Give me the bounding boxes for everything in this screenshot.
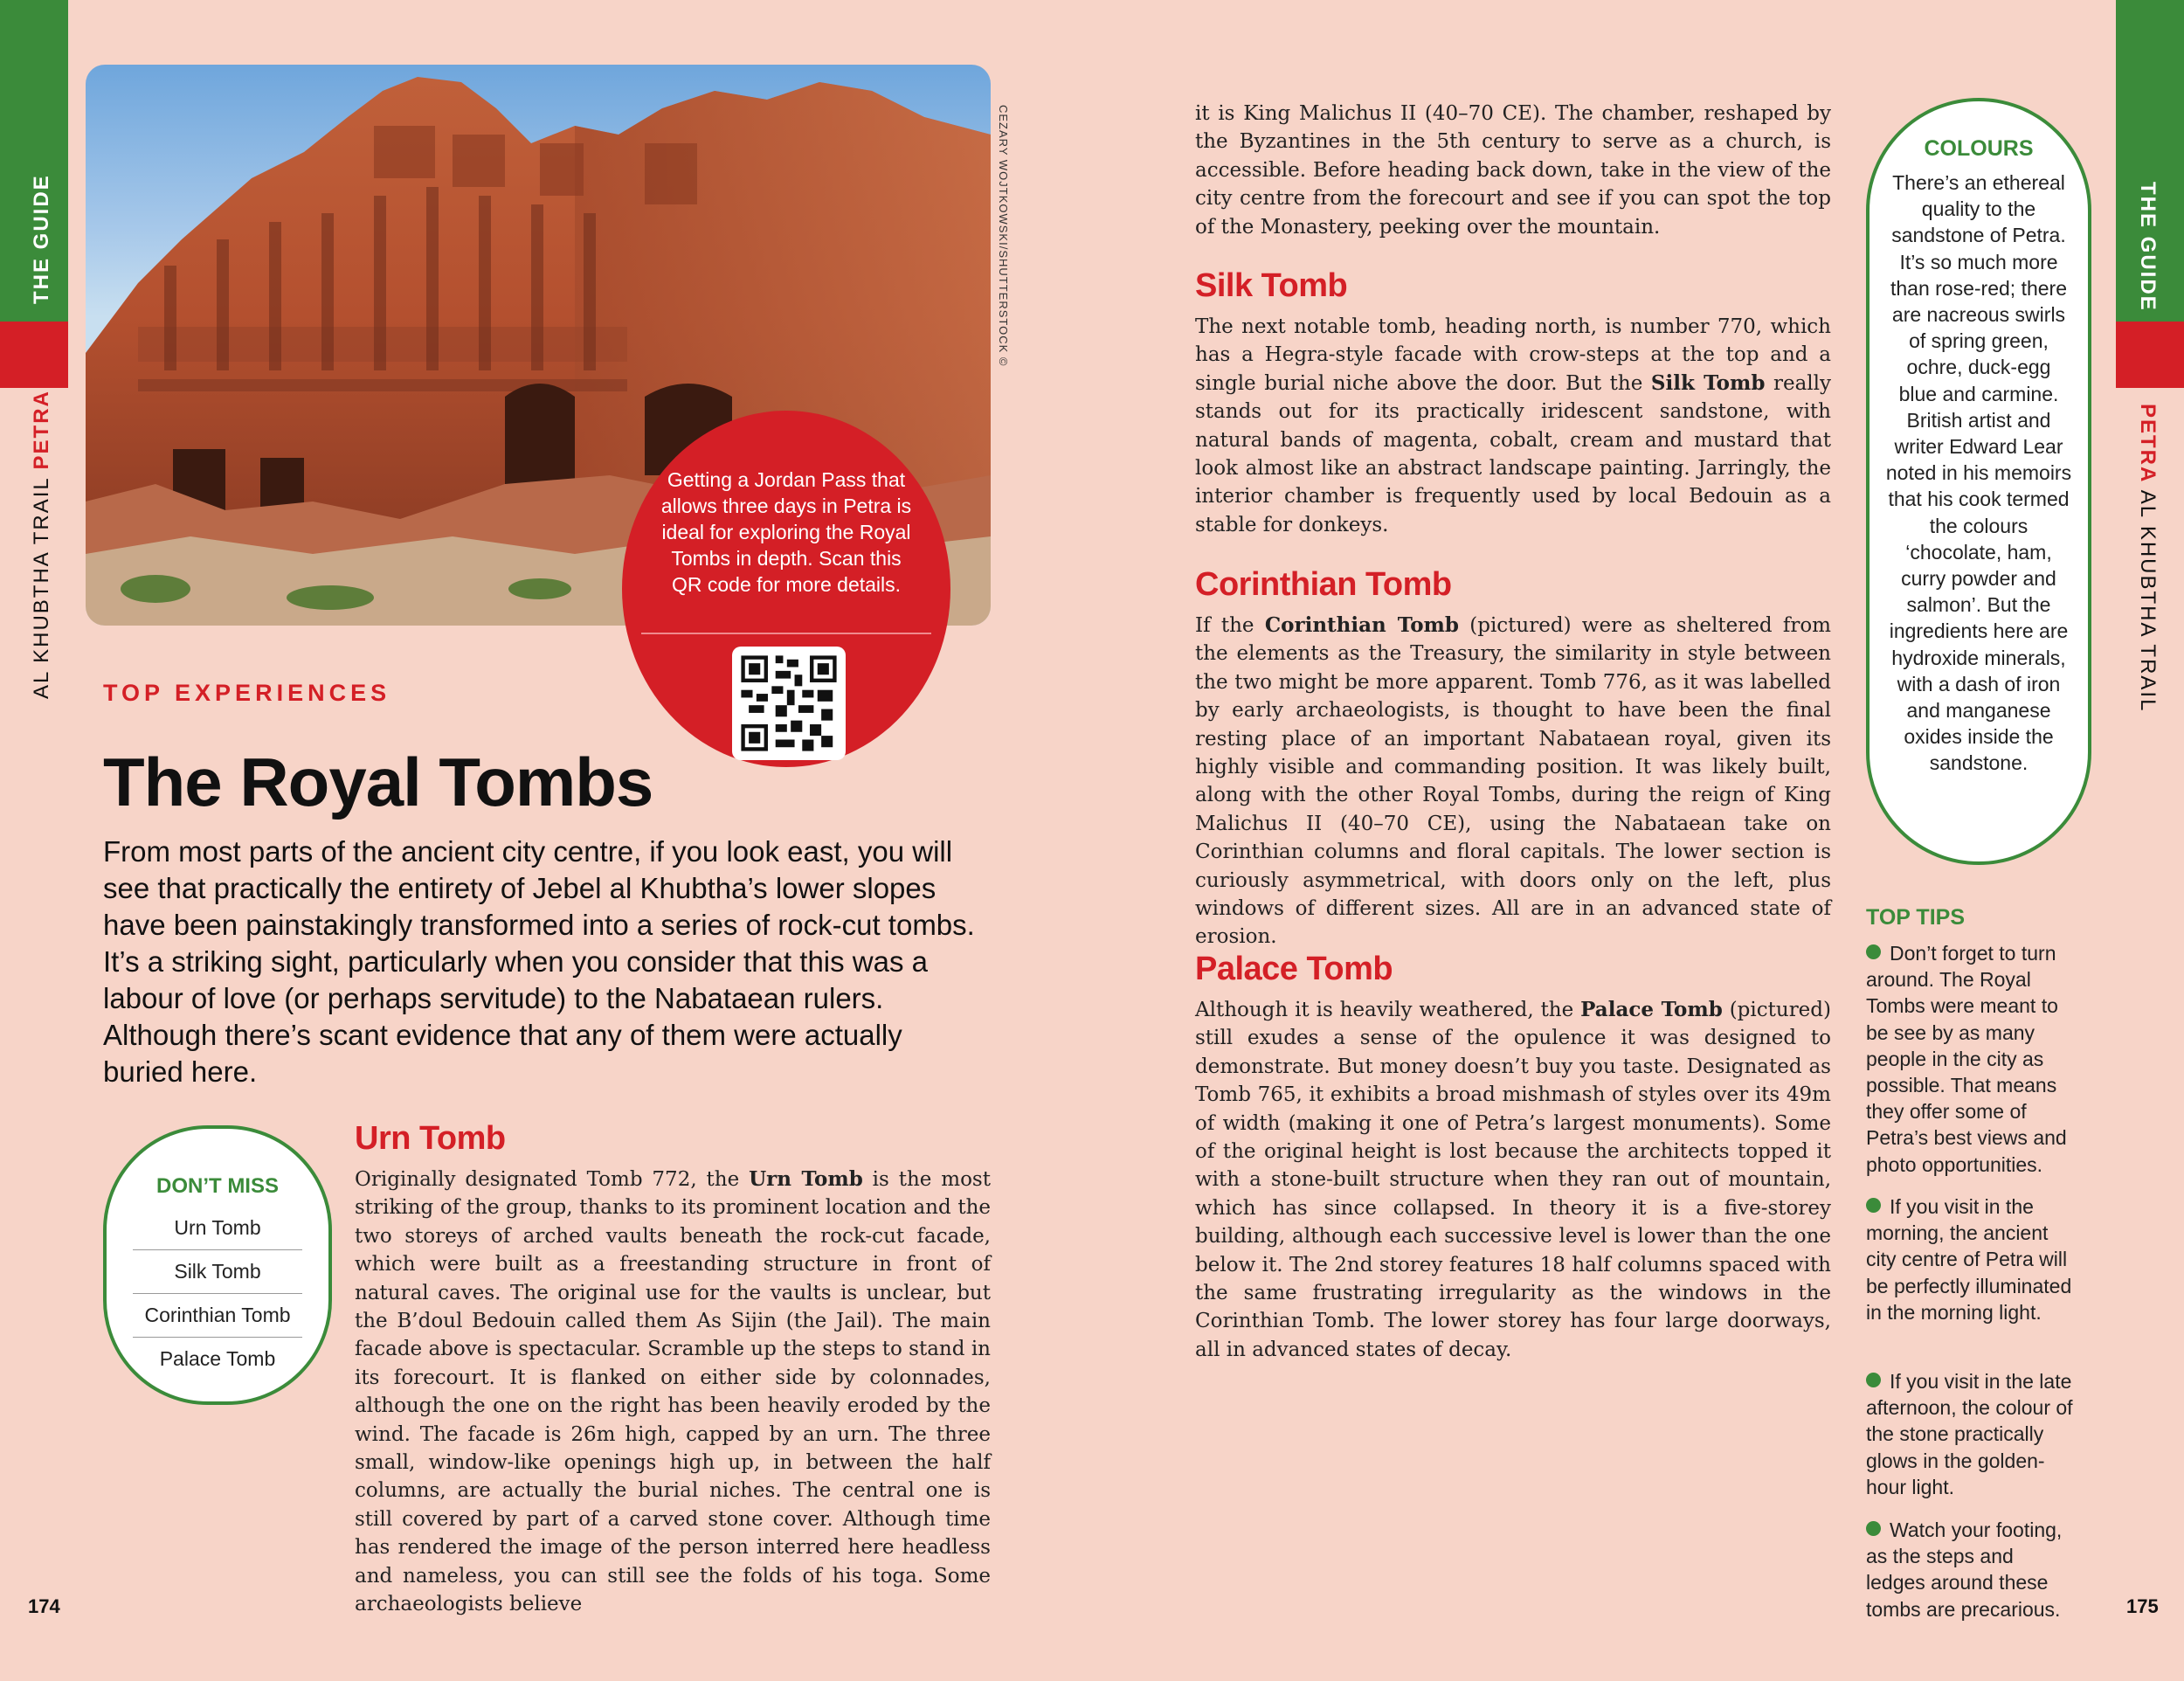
right-red-tab [2116, 322, 2184, 388]
tip-text: Don’t forget to turn around. The Royal Tombs were meant to be see by as many people in the city as possible. That means they offer some of Petra’s best views and photo opportunities. [1866, 942, 2067, 1176]
dont-miss-item: Palace Tomb [159, 1347, 276, 1370]
page-number-right: 175 [2126, 1595, 2159, 1617]
dont-miss-item: Silk Tomb [174, 1260, 261, 1283]
colours-text: There’s an ethereal quality to the sandstone of Petra. It’s so much more than rose-red; there are nacreous swirls of spring green, ochre, duck-egg blue and carmine. British artist and writer Edward Lear noted in his memoirs that his cook termed the colours ‘chocolate, ham, curry powder and salmon’. But the ingredients here are hydroxide minerals, with a dash of iron and manganese oxides inside the sandstone. [1885, 171, 2072, 775]
corinthian-text-rest: (pictured) were as sheltered from the elements as the Treasury, the similarity in style between the two might be more apparent. Tomb 776, as it was labelled by early archaeologists, is thought to have been the final resting place of an important Nabataean royal, given its highly visible and commanding position. It was likely built, along with the other Royal Tombs, during the reign of King Malichus II (40–70 CE), using the Nabataean take on Corinthian columns and floral capitals. The lower section is curiously asymmetrical, with doors only on the left, plus windows of different sizes. All are in an advanced state of erosion. [1195, 614, 1831, 949]
bullet-icon [1866, 1373, 1881, 1387]
divider [133, 1337, 302, 1338]
silk-tomb-heading: Silk Tomb [1195, 267, 1348, 304]
palace-text-start: Although it is heavily weathered, the [1195, 999, 1581, 1021]
silk-tomb-name: Silk Tomb [1650, 370, 1766, 395]
tip-item [1866, 1368, 2074, 1500]
left-trail-place: PETRA [30, 390, 53, 470]
tip-text: Watch your footing, as the steps and ledges around these tombs are precarious. [1866, 1518, 2063, 1621]
left-trail-prefix: AL KHUBTHA TRAIL [30, 469, 53, 699]
silk-tomb-text [1195, 313, 1831, 539]
continued-text: it is King Malichus II (40–70 CE). The chamber, reshaped by the Byzantines in the 5th century to serve as a church, is accessible. Before heading back down, take in the view of the city centre from the forecourt and see if you can spot the top of the Monastery, peeking over the mountain. [1195, 102, 1831, 239]
urn-tomb-name: Urn Tomb [749, 1167, 863, 1191]
callout-text: Getting a Jordan Pass that allows three days in Petra is ideal for exploring the Royal Tombs in depth. Scan this QR code for more details. [660, 468, 912, 596]
photo-credit: CEZARY WOJTKOWSKI/SHUTTERSTOCK © [997, 105, 1010, 367]
colours-box [1866, 98, 2091, 865]
page-number-left: 174 [28, 1595, 60, 1617]
corinthian-text-start: If the [1195, 614, 1265, 637]
urn-text-rest: is the most striking of the group, thanks to its prominent location and the two storeys of arched vaults beneath the rock-cut facade, which were built as a freestanding structure in front of natural caves. The original use for the vaults is unclear, but the B’doul Bedouin called them As Sijin (the Jail). The main facade above is spectacular. Scramble up the steps to stand in its forecourt. It is flanked on either side by colonnades, although the one on the right has been heavily eroded by the wind. The facade is 26m high, capped by an urn. The three small, window-like openings high up, in between the half columns, are actually the burial niches. The central one is still covered by part of a carved stone cover. Although time has rendered the image of the person interred here headless and nameless, you can still see the folds of his toga. Some archaeologists believe [355, 1168, 991, 1616]
palace-tomb-name: Palace Tomb [1580, 998, 1723, 1021]
urn-tomb-text [355, 1166, 991, 1616]
qr-code-icon [732, 647, 846, 760]
right-guide-label: THE GUIDE [2136, 182, 2160, 312]
divider [133, 1249, 302, 1250]
tip-item [1866, 1193, 2074, 1325]
corinthian-tomb-text [1195, 612, 1831, 951]
corinthian-tomb-name: Corinthian Tomb [1264, 613, 1459, 637]
dont-miss-title: DON’T MISS [156, 1174, 279, 1198]
bullet-icon [1866, 1198, 1881, 1213]
dont-miss-item: Urn Tomb [174, 1216, 261, 1239]
bullet-icon [1866, 1521, 1881, 1536]
tip-item [1866, 940, 2074, 1178]
bullet-icon [1866, 944, 1881, 959]
right-trail-label [2135, 404, 2160, 712]
top-tips-title: TOP TIPS [1866, 905, 1966, 930]
tip-text: If you visit in the late afternoon, the colour of the stone practically glows in the golden-hour light. [1866, 1370, 2073, 1498]
palace-text-rest: (pictured) still exudes a sense of the opulence it was designed to demonstrate. But money doesn’t buy you taste. Designated as Tomb 765, it exhibits a broad mishmash of styles over its 49m of width (making it one of Petra’s largest monuments). Some of the original height is lost because the architects topped it with a stone-built structure when they ran out of mountain, which has since collapsed. In theory it is a five-storey building, although each successive level is lower than the one below it. The 2nd storey features 18 half columns spaced with the same frustrating irregularity as the windows in the Corinthian Tomb. The lower storey has four large doorways, all in advanced states of decay. [1195, 999, 1831, 1361]
qr-code[interactable] [732, 647, 846, 760]
palace-tomb-text [1195, 996, 1831, 1364]
right-trail-suffix: AL KHUBTHA TRAIL [2136, 483, 2160, 713]
silk-text-start: The next notable tomb, heading north, is number 770, which has a Hegra-style facade with crow-steps at the top and a single burial niche above the door. But the [1195, 315, 1831, 395]
callout-divider [641, 633, 931, 634]
colours-title: COLOURS [1924, 136, 2034, 161]
left-red-tab [0, 322, 68, 388]
right-trail-place: PETRA [2136, 404, 2160, 484]
dont-miss-item: Corinthian Tomb [144, 1304, 291, 1326]
urn-text-start: Originally designated Tomb 772, the [355, 1168, 750, 1191]
page-title: The Royal Tombs [103, 744, 653, 820]
tip-item [1866, 1517, 2074, 1622]
urn-tomb-heading: Urn Tomb [355, 1120, 506, 1157]
corinthian-tomb-heading: Corinthian Tomb [1195, 566, 1452, 603]
intro-paragraph: From most parts of the ancient city centre, if you look east, you will see that practically the entirety of Jebel al Khubtha’s lower slopes have been painstakingly transformed into a series of rock-cut tombs. It’s a striking sight, particularly when you consider that this was a labour of love (or perhaps servitude) to the Nabataean rulers. Although there’s scant evidence that any of them were actually buried here. [103, 835, 975, 1088]
left-trail-label [30, 390, 54, 699]
palace-tomb-heading: Palace Tomb [1195, 951, 1393, 987]
dont-miss-box [103, 1125, 332, 1405]
left-guide-label: THE GUIDE [30, 174, 53, 304]
jordan-pass-callout [622, 411, 950, 767]
silk-text-rest: really stands out for its practically iridescent sandstone, with natural bands of magenta, cobalt, cream and mustard that look almost like an abstract landscape painting. Jarringly, the interior chamber is frequently used by local Bedouin as a stable for donkeys. [1195, 371, 1831, 536]
tip-text: If you visit in the morning, the ancient city centre of Petra will be perfectly illuminated in the morning light. [1866, 1195, 2072, 1324]
section-kicker: TOP EXPERIENCES [103, 680, 391, 706]
divider [133, 1293, 302, 1294]
